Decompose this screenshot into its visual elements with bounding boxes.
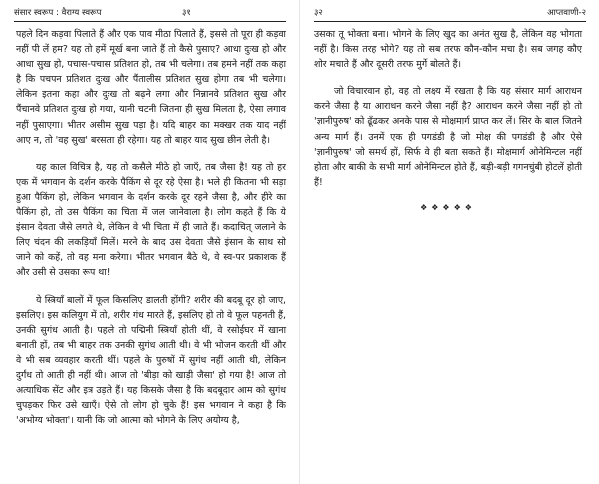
right-page-header	[314, 6, 586, 20]
left-page-header	[14, 6, 286, 20]
paragraph: पहले दिन कड़वा पिलाते हैं और एक पाव मीठा पिलाते हैं, इससे तो पूरा ही कड़वा नहीं पी लें हम? यह तो हमें मूर्ख बना जाते हैं तो कैसे पुसाए? आधा दुःख हो और आधा सुख हो, पचास-पचास प्रतिशत हो, तब भी चलेगा। तब हमने नहीं तक कहा है कि पचपन प्रतिशत दुःख और पैंतालीस प्रतिशत सुख होगा तब भी चलेगा। लेकिन इतना कहा और दुःख तो बढ़ने लगा और निन्नानवे प्रतिशत सुख और पैंचानवे प्रतिशत दुःख हो गया, यानी चटनी जितना ही सुख मिलता है, ऐसा लगाव नहीं पुसाएगा। भीतर असीम सुख पड़ा है। यदि बाहर का मक्खर तक याद नहीं आए न, तो 'वह सुख' बरसता ही रहेगा। यह तो बाहर याद सुख छीन लेती है।	[16, 29, 286, 146]
paragraph: ये स्त्रियाँ बालों में फूल किसलिए डालती होंगी? शरीर की बदबू दूर हो जाए, इसलिए। इस कलियुग में तो, शरीर गंध मारते हैं, इसलिए हो तो वे फूल पहनती हैं, उनकी सुगंध आती है। पहले तो पद्मिनी स्त्रियाँ होती थीं, वे रसोईघर में खाना बनाती हों, तब भी बाहर तक उनकी सुगंध आती थी। वे भी भोजन करती थीं और वे भी सब व्यवहार करती थीं। पहले के पुरुषों में सुगंध नहीं आती थी, लेकिन दुर्गंध तो आती ही नहीं थी। आज तो 'बीड़ा को खाड़ी जैसा' हो गया है! आज तो अत्याधिक सेंट और इत्र उड़ते हैं। यह किसके जैसा है कि बदबूदार आम को सुगंध चुपड़कर फिर उसे खाएँ। ऐसे तो लोग हो चुके हैं! इस भगवान ने कहा है कि 'अभोग्य भोक्ता'। यानी कि जो आत्मा को भोगने के लिए अयोग्य है,	[16, 294, 286, 427]
left-page-body	[16, 27, 286, 428]
running-title: आप्तवाणी-२	[547, 8, 586, 18]
page-number: ३१	[182, 8, 191, 18]
header-rule	[314, 21, 586, 22]
right-page	[300, 0, 599, 484]
running-title: संसार स्वरूप : वैराग्य स्वरूप	[14, 8, 102, 18]
header-rule	[14, 21, 286, 22]
right-page-body	[314, 27, 582, 215]
left-page	[0, 0, 299, 484]
page-number: ३२	[314, 8, 323, 18]
paragraph: यह काल विचित्र है, यह तो कसैले मीठे हो जाएँ, तब जैसा है! यह तो हर एक में भगवान के दर्शन करके पैकिंग से दूर रहे ऐसा है। भले ही कितना भी सड़ा हुआ पैकिंग हो, लेकिन भगवान के दर्शन करके दूर रहने जैसा है, और हीरे का पैकिंग हो, तो उस पैकिंग का चिता में जल जानेवाला है। लोग कहते हैं कि ये इंसान देवता जैसे लगते थे, लेकिन वे भी चिता में ही जाते हैं। कदाचित् जलाने के लिए चंदन की लकड़ियाँ मिलें। मरने के बाद उस देवता जैसे इंसान के साथ सो जाने को कहें, तो वह मना करेगा। भीतर भगवान बैठे थे, वे स्व-पर प्रकाशक हैं और उसी से उसका रूप था!	[16, 161, 286, 279]
paragraph: जो विचारवान हो, वह तो लक्ष्य में रखता है कि यह संसार मार्ग आराधन करने जैसा है या आराधन करने जैसा नहीं है? आराधन करने जैसा नहीं हो तो 'ज्ञानीपुरुष' को ढूँढकर अनके पास से मोक्षमार्ग प्राप्त कर लें। सिर के बाल जितने अन्य मार्ग हैं। उनमें एक ही पगडंडी है जो मोक्ष की पगडंडी है और ऐसे 'ज्ञानीपुरुष' जो समर्थ हों, सिर्फ वे ही बता सकते हैं। मोक्षमार्ग ओनेमिन्टल नहीं होता और बाकी के सभी मार्ग ओनेमिन्टल होते हैं, बड़ी-बड़ी गगनचुंबी होटलें होती हैं!	[314, 86, 582, 188]
paragraph: उसका तू भोक्ता बना। भोगने के लिए खुद का अनंत सुख है, लेकिन वह भोगता नहीं है। किस तरह भोगे? यह तो सब तरफ कौन-कौन मचा है। सब जगह कौए शोर मचाते हैं और दूसरी तरफ मुर्गे बोलते हैं।	[314, 29, 582, 71]
section-ornament: ❖❖❖❖❖	[420, 202, 476, 212]
